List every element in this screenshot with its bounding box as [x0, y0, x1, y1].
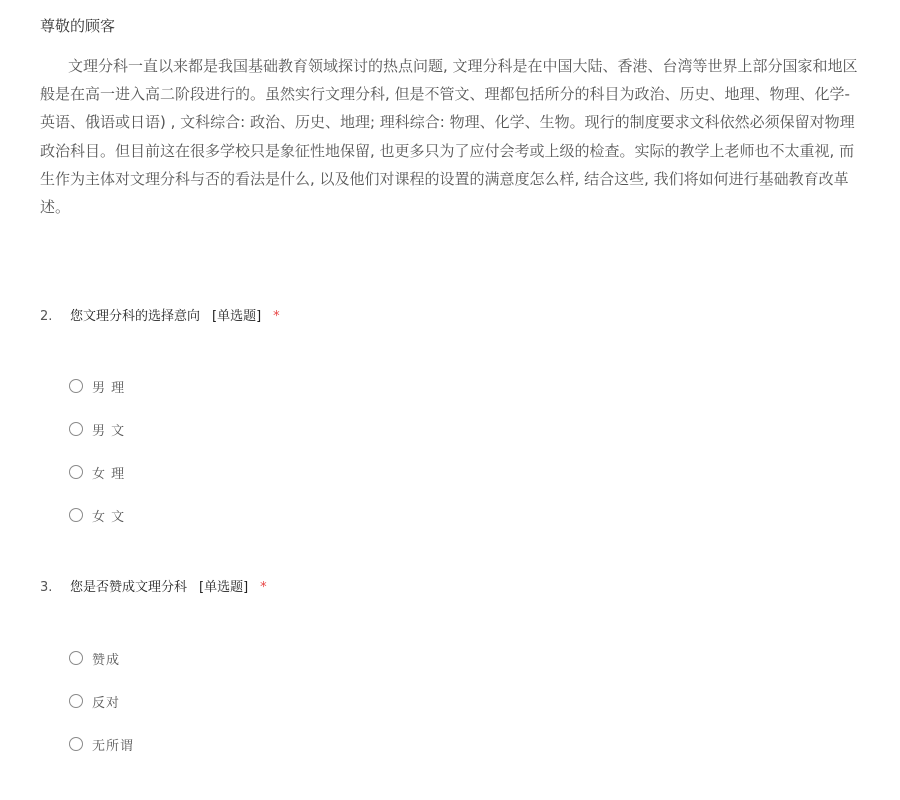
option-label: 无所谓 [92, 738, 135, 754]
survey-greeting: 尊敬的顾客 [40, 17, 116, 35]
option-label: 反对 [92, 695, 121, 711]
intro-line: 生作为主体对文理分科与否的看法是什么, 以及他们对课程的设置的满意度怎么样, 结合这些, 我们将如何进行基础教育改革 [40, 169, 849, 188]
option-male-arts[interactable] [69, 419, 125, 439]
radio-circle-icon[interactable] [69, 422, 83, 436]
option-agree[interactable] [69, 648, 120, 668]
option-label: 女 文 [92, 509, 126, 525]
radio-circle-icon[interactable] [69, 694, 83, 708]
question-3-header [40, 579, 267, 597]
option-female-science[interactable] [69, 462, 125, 482]
question-2-header [40, 308, 280, 326]
radio-circle-icon[interactable] [69, 737, 83, 751]
option-disagree[interactable] [69, 691, 120, 711]
question-number: 3. [40, 580, 53, 595]
question-title: 您文理分科的选择意向 [70, 309, 201, 324]
intro-line: 政治科目。但目前这在很多学校只是象征性地保留, 也更多只为了应付会考或上级的检查。实际的教学上老师也不太重视, 而 [40, 141, 855, 160]
radio-circle-icon[interactable] [69, 379, 83, 393]
question-type-label: [单选题] [199, 580, 249, 595]
question-number: 2. [40, 309, 53, 324]
option-female-arts[interactable] [69, 505, 125, 525]
intro-line: 般是在高一进入高二阶段进行的。虽然实行文理分科, 但是不管文、理都包括所分的科目为政治、历史、地理、物理、化学- [40, 85, 850, 104]
option-label: 男 理 [92, 380, 126, 396]
intro-line: 英语、俄语或日语) , 文科综合: 政治、历史、地理; 理科综合: 物理、化学、生物。现行的制度要求文科依然必须保留对物理 [40, 113, 855, 132]
intro-line: 述。 [40, 197, 71, 216]
option-label: 赞成 [92, 652, 121, 668]
option-label: 女 理 [92, 466, 126, 482]
radio-circle-icon[interactable] [69, 508, 83, 522]
intro-line: 文理分科一直以来都是我国基础教育领域探讨的热点问题, 文理分科是在中国大陆、香港、台湾等世界上部分国家和地区 [68, 57, 858, 75]
option-label: 男 文 [92, 423, 126, 439]
radio-circle-icon[interactable] [69, 651, 83, 665]
question-title: 您是否赞成文理分科 [70, 580, 188, 595]
option-male-science[interactable] [69, 376, 125, 396]
required-marker: * [273, 309, 280, 324]
question-type-label: [单选题] [212, 309, 262, 324]
radio-circle-icon[interactable] [69, 465, 83, 479]
survey-intro [40, 52, 900, 221]
required-marker: * [260, 580, 267, 595]
option-indifferent[interactable] [69, 734, 134, 754]
